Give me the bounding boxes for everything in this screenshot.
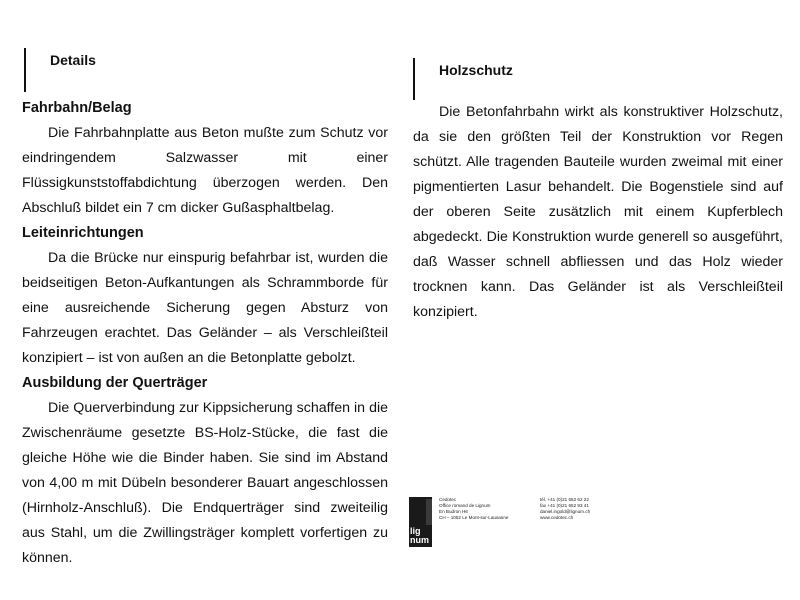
footer-contact-block xyxy=(409,497,599,547)
subheading-quertraeger: Ausbildung der Querträger xyxy=(22,375,208,391)
right-header-label: Holzschutz xyxy=(439,62,513,78)
header-rule xyxy=(24,48,26,92)
contact-line: www.cedotec.ch xyxy=(540,515,574,520)
paragraph-fahrbahn: Die Fahrbahnplatte aus Beton mußte zum Schutz vor eindringendem Salzwasser mit einer Flüssigkunststoffabdichtung überzogen werden. Den Abschluß bildet ein 7 cm dicker Gußasphaltbelag. xyxy=(22,125,388,216)
address-line: Office romand de Lignum xyxy=(439,503,491,508)
subheading-fahrbahn: Fahrbahn/Belag xyxy=(22,100,132,116)
contact-line: daniel.ingold@lignum.ch xyxy=(540,509,591,514)
left-column xyxy=(22,96,388,571)
paragraph-quertraeger: Die Querverbindung zur Kippsicherung schaffen in die Zwischenräume gesetzte BS-Holz-Stücke, die fast die gleiche Höhe wie die Binder haben. Sie sind im Abstand von 4,00 m mit Dübeln besonderer Bauart angeschlossen (Hirnholz-Anschluß). Die Endquerträger sind zweiteilig aus Stahl, um die Zwillingsträger komplett vorfertigen zu können. xyxy=(22,400,388,566)
lignum-logo xyxy=(409,497,432,547)
contact-line: tél. +41 (0)21 652 62 22 xyxy=(540,497,589,502)
address-line: En Budron H6 xyxy=(439,509,468,514)
logo-strip xyxy=(426,499,432,525)
right-column xyxy=(413,100,783,325)
address-line: Cedotec xyxy=(439,497,457,502)
subheading-leiteinrichtungen: Leiteinrichtungen xyxy=(22,225,144,241)
address-line: CH – 1052 Le Mont-sur-Lausanne xyxy=(439,515,509,520)
right-section-header xyxy=(413,58,553,100)
left-section-header xyxy=(24,48,144,92)
paragraph-leiteinrichtungen: Da die Brücke nur einspurig befahrbar ist, wurden die beidseitigen Beton-Aufkantungen als Schrammborde für eine ausreichende Sicherung gegen Absturz von Fahrzeugen erachtet. Das Geländer – als Verschleißteil konzipiert – ist von außen an die Betonplatte gebolzt. xyxy=(22,250,388,366)
paragraph-holzschutz: Die Betonfahrbahn wirkt als konstruktiver Holzschutz, da sie den größten Teil der Konstruktion vor Regen schützt. Alle tragenden Bauteile wurden zweimal mit einer pigmentierten Lasur behandelt. Die Bogenstiele sind auf der oberen Seite zusätzlich mit einem Kupferblech abgedeckt. Die Konstruktion wurde generell so ausgeführt, daß Wasser schnell abfliessen und das Holz wieder trocknen kann. Das Geländer ist als Verschleißteil konzipiert. xyxy=(413,104,783,320)
left-header-label: Details xyxy=(50,52,96,68)
header-rule xyxy=(413,58,415,100)
footer-contact xyxy=(540,497,590,521)
logo-text: lig num xyxy=(410,526,429,545)
footer-address xyxy=(439,497,508,521)
contact-line: fax +41 (0)21 652 93 41 xyxy=(540,503,589,508)
